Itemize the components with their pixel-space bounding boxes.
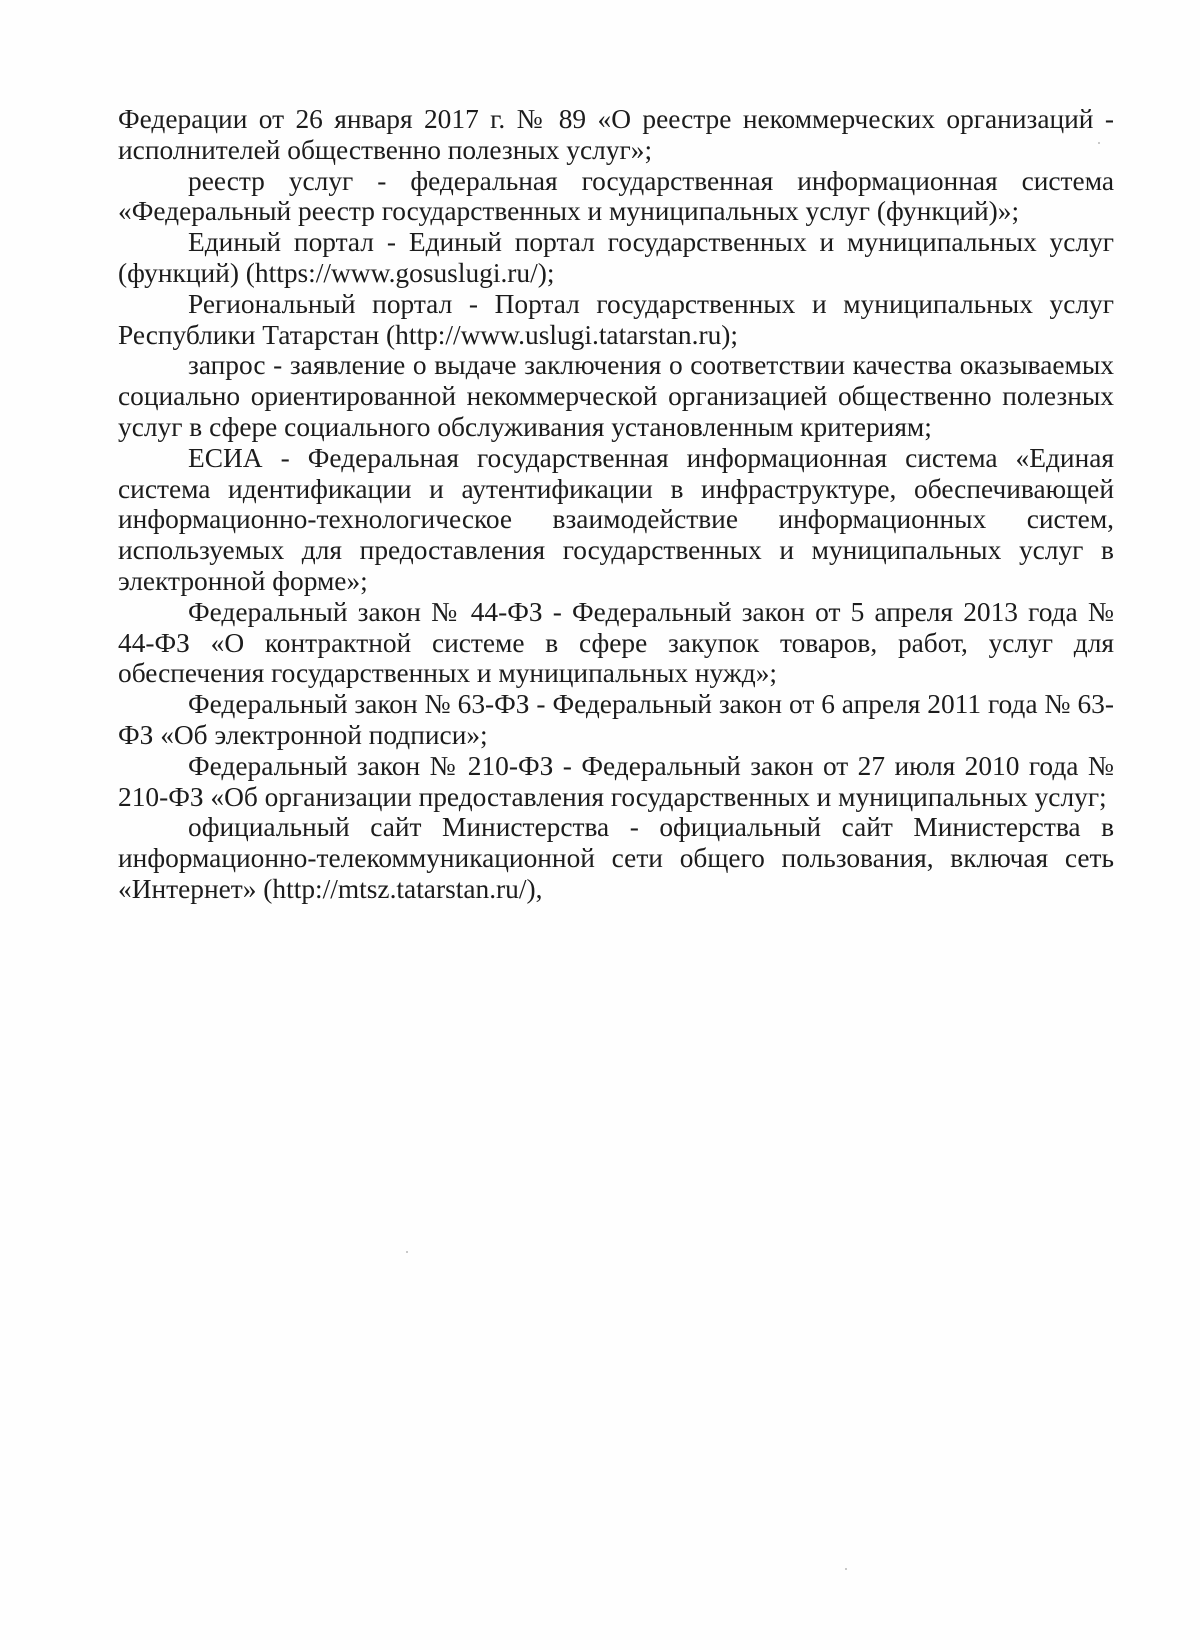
scan-speck	[406, 1251, 408, 1253]
document-body	[118, 104, 1114, 905]
paragraph-unified-portal: Единый портал - Единый портал государственных и муниципальных услуг (функций) (https://www.gosuslugi.ru/);	[118, 227, 1114, 288]
paragraph-continuation: Федерации от 26 января 2017 г. № 89 «О реестре некоммерческих организаций - исполнителей общественно полезных услуг»;	[118, 104, 1114, 165]
paragraph-law-210fz: Федеральный закон № 210-ФЗ - Федеральный закон от 27 июля 2010 года № 210-ФЗ «Об организации предоставления государственных и муниципальных услуг;	[118, 750, 1114, 812]
paragraph-law-63fz: Федеральный закон № 63-ФЗ - Федеральный закон от 6 апреля 2011 года № 63-ФЗ «Об электронной подписи»;	[118, 689, 1114, 750]
paragraph-regional-portal: Региональный портал - Портал государственных и муниципальных услуг Республики Татарстан (http://www.uslugi.tatarstan.ru);	[118, 288, 1114, 350]
scan-speck	[845, 1568, 847, 1570]
paragraph-official-site: официальный сайт Министерства - официальный сайт Министерства в информационно-телекоммуникационной сети общего пользования, включая сеть «Интернет» (http://mtsz.tatarstan.ru/),	[118, 812, 1114, 904]
scan-speck	[1098, 142, 1100, 144]
paragraph-services-registry: реестр услуг - федеральная государственная информационная система «Федеральный реестр государственных и муниципальных услуг (функций)»;	[118, 165, 1114, 227]
paragraph-law-44fz: Федеральный закон № 44-ФЗ - Федеральный закон от 5 апреля 2013 года № 44-ФЗ «О контрактной системе в сфере закупок товаров, работ, услуг для обеспечения государственных и муниципальных нужд»;	[118, 596, 1114, 689]
paragraph-esia: ЕСИА - Федеральная государственная информационная система «Единая система идентификации и аутентификации в инфраструктуре, обеспечивающей информационно-технологическое взаимодействие информационных систем, используемых для предоставления государственных и муниципальных услуг в электронной форме»;	[118, 442, 1114, 596]
paragraph-request: запрос - заявление о выдаче заключения о соответствии качества оказываемых социально ориентированной некоммерческой организацией общественно полезных услуг в сфере социального обслуживания установленным критериям;	[118, 350, 1114, 442]
